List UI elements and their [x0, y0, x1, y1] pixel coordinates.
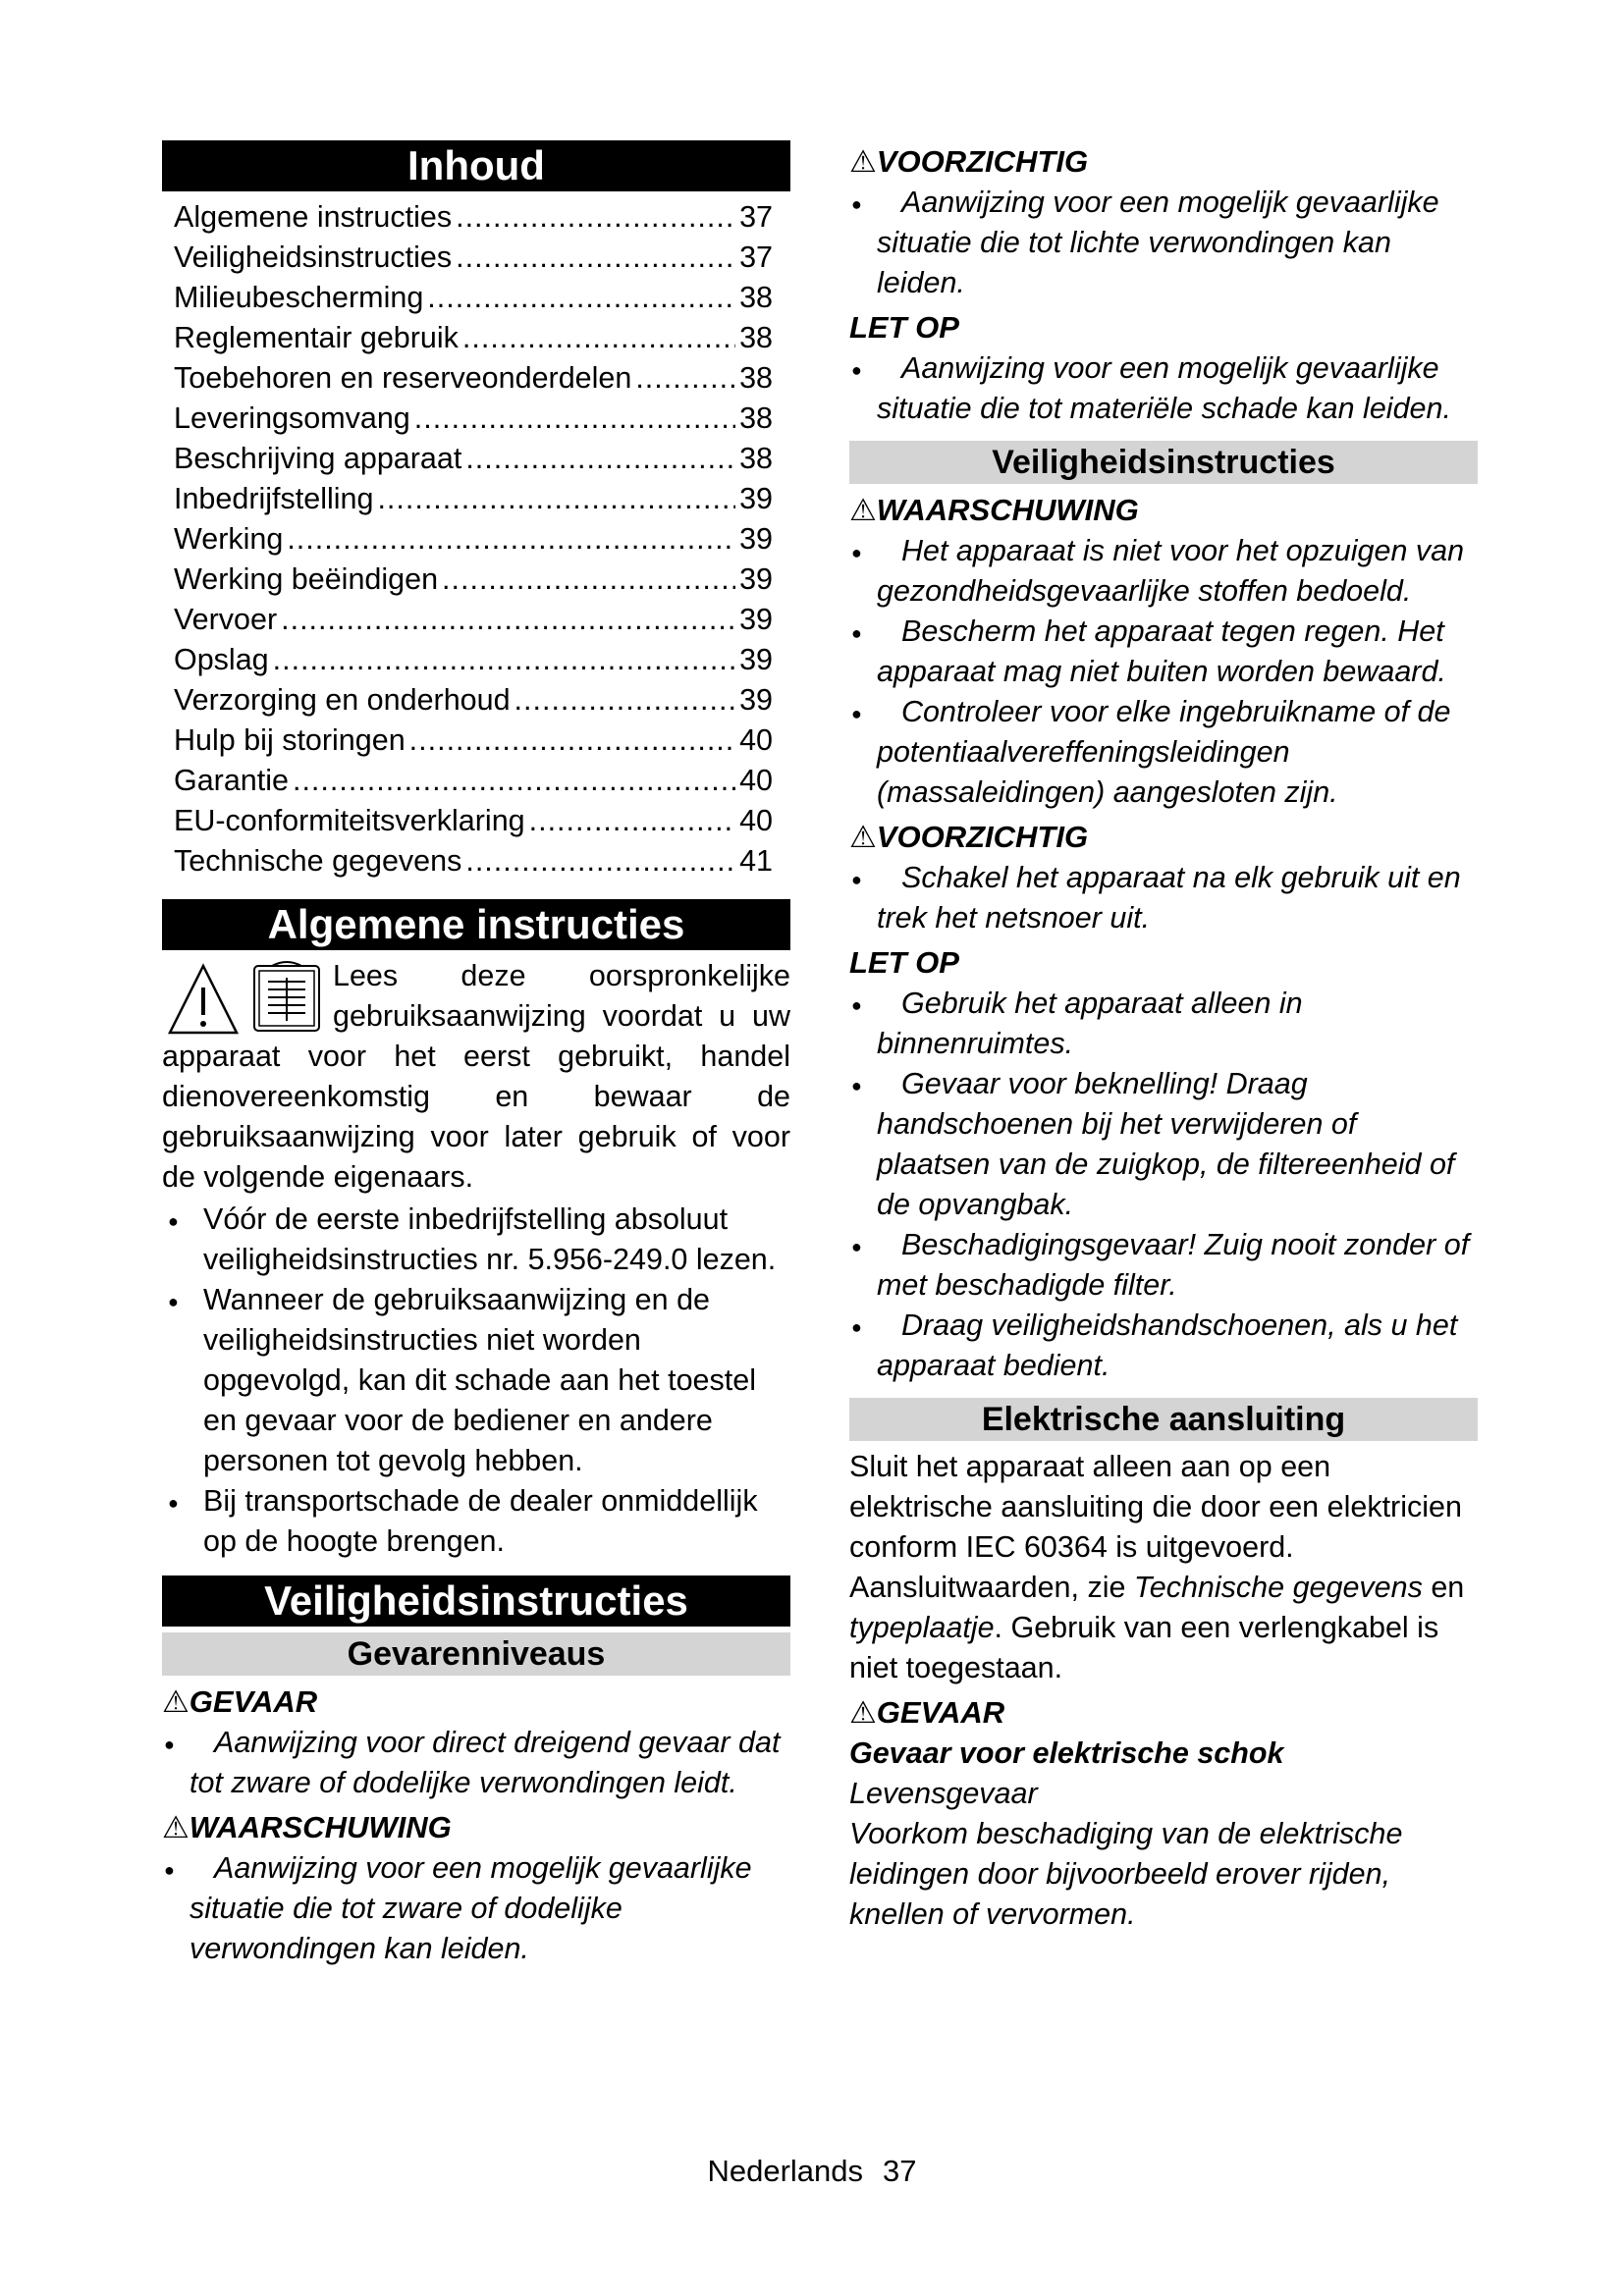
- toc-entry-dots: [514, 680, 736, 721]
- bullet-dot: ●: [851, 1317, 862, 1337]
- toc-entry-title: Verzorging en onderhoud: [174, 683, 511, 717]
- warning-sign-icon: ⚠: [849, 493, 877, 527]
- bullet-dot: ●: [851, 1076, 862, 1095]
- electrical-danger-text: Voorkom beschadiging van de elektrische leidingen door bijvoorbeeld erover rijden, knellen of vervormen.: [849, 1817, 1403, 1931]
- toc-entry-title: Garantie: [174, 764, 289, 797]
- page-number: 37: [883, 2154, 917, 2188]
- toc-entry-page: 40: [739, 804, 773, 837]
- toc-entry: [174, 278, 773, 318]
- electrical-heading: Elektrische aansluiting: [849, 1398, 1478, 1441]
- toc-entry-title: Werking: [174, 522, 284, 556]
- footer-language: Nederlands: [707, 2154, 864, 2188]
- toc-entry-page: 40: [739, 764, 773, 797]
- toc-entry-dots: [635, 358, 735, 399]
- toc-entry-dots: [456, 197, 735, 238]
- toc-entry-page: 38: [739, 321, 773, 354]
- electrical-text: [849, 1447, 1468, 1688]
- toc-entry: [174, 600, 773, 640]
- list-item: [849, 612, 1478, 692]
- bullet-dot: ●: [851, 543, 862, 562]
- warning-sign-icon: ⚠: [162, 1684, 189, 1719]
- toc-entry: [174, 560, 773, 600]
- signal-word: [849, 307, 1488, 348]
- signal-word: [849, 141, 1488, 183]
- toc-entry: [174, 519, 773, 560]
- electrical-text-italic1: Technische gegevens: [1133, 1571, 1423, 1604]
- signal-word-label: LET OP: [849, 310, 959, 345]
- list-item-text: Aanwijzing voor een mogelijk gevaarlijke situatie die tot zware of dodelijke verwondingen kan leiden.: [189, 1851, 752, 1965]
- left-column: [162, 140, 790, 1969]
- toc-entry-page: 39: [739, 562, 773, 596]
- manual-book-icon: [248, 956, 327, 1037]
- safety-heading: Veiligheidsinstructies: [162, 1575, 790, 1627]
- toc-entry: [174, 439, 773, 479]
- signal-word-label: VOORZICHTIG: [876, 820, 1089, 854]
- warning-sign-icon: ⚠: [849, 144, 877, 179]
- general-intro: [162, 956, 790, 1198]
- list-item-text: Aanwijzing voor een mogelijk gevaarlijke situatie die tot materiële schade kan leiden.: [877, 351, 1451, 425]
- list-item-text: Wanneer de gebruiksaanwijzing en de veiligheidsinstructies niet worden opgevolgd, kan dit schade aan het toestel en gevaar voor de bediener en andere personen tot gevolg hebben.: [203, 1283, 756, 1477]
- toc-entry-page: 39: [739, 482, 773, 515]
- toc-entry: [174, 721, 773, 761]
- toc-entry-dots: [442, 560, 735, 600]
- toc-entry-dots: [414, 399, 735, 439]
- toc-entry-title: Inbedrijfstelling: [174, 482, 374, 515]
- list-item: [849, 348, 1488, 429]
- toc-entry-dots: [456, 238, 735, 278]
- signal-word: [849, 942, 1488, 984]
- list-item: [849, 1225, 1478, 1306]
- signal-word: [162, 1682, 790, 1723]
- bullet-dot: ●: [164, 1860, 175, 1880]
- bullet-dot: ●: [851, 194, 862, 214]
- toc-heading: Inhoud: [162, 140, 790, 191]
- warning-sign-icon: ⚠: [162, 1810, 189, 1844]
- toc-entry-page: 38: [739, 361, 773, 395]
- bullet-dot: ●: [851, 623, 862, 643]
- toc-entry-page: 40: [739, 723, 773, 757]
- toc-entry: [174, 640, 773, 680]
- list-item: [849, 692, 1478, 813]
- toc-entry: [174, 197, 773, 238]
- table-of-contents: [174, 197, 773, 881]
- toc-entry: [174, 318, 773, 358]
- bullet-dot: ●: [851, 870, 862, 889]
- toc-entry-title: Technische gegevens: [174, 844, 462, 878]
- electrical-danger-title: Gevaar voor elektrische schok: [849, 1736, 1284, 1770]
- list-item: [162, 1723, 790, 1803]
- toc-entry-page: 38: [739, 401, 773, 435]
- toc-entry-page: 38: [739, 281, 773, 314]
- danger-levels-right: [849, 141, 1488, 429]
- toc-entry: [174, 761, 773, 801]
- safety-blocks: [849, 490, 1488, 1386]
- list-item-text: Het apparaat is niet voor het opzuigen van gezondheidsgevaarlijke stoffen bedoeld.: [877, 534, 1465, 608]
- list-item-text: Bij transportschade de dealer onmiddellijk op de hoogte brengen.: [203, 1484, 758, 1558]
- toc-entry-dots: [427, 278, 735, 318]
- right-column: [849, 137, 1488, 1935]
- toc-entry-dots: [465, 841, 735, 881]
- bullet-dot: ●: [164, 1735, 175, 1754]
- bullet-dot: ●: [168, 1292, 179, 1311]
- toc-entry: [174, 680, 773, 721]
- toc-entry-title: Toebehoren en reserveonderdelen: [174, 361, 632, 395]
- bullet-dot: ●: [851, 995, 862, 1015]
- list-item: [849, 1064, 1478, 1225]
- signal-word-label: WAARSCHUWING: [189, 1810, 452, 1844]
- signal-word-label: LET OP: [849, 945, 959, 980]
- signal-word-label: WAARSCHUWING: [876, 493, 1139, 527]
- list-item: [162, 1200, 790, 1280]
- list-item: [849, 858, 1478, 938]
- toc-entry: [174, 479, 773, 519]
- bullet-dot: ●: [851, 360, 862, 380]
- list-item: [849, 984, 1478, 1064]
- list-item-text: Draag veiligheidshandschoenen, als u het apparaat bedient.: [877, 1308, 1458, 1382]
- list-item-text: Vóór de eerste inbedrijfstelling absoluut veiligheidsinstructies nr. 5.956-249.0 lezen.: [203, 1202, 777, 1276]
- bullet-dot: ●: [168, 1211, 179, 1231]
- list-item-text: Aanwijzing voor direct dreigend gevaar dat tot zware of dodelijke verwondingen leidt.: [189, 1726, 781, 1799]
- list-item: [849, 183, 1488, 303]
- toc-entry-title: Beschrijving apparaat: [174, 442, 462, 475]
- list-item-text: Controleer voor elke ingebruikname of de potentiaalvereffeningsleidingen (massaleidingen) aangesloten zijn.: [877, 695, 1451, 809]
- toc-entry-title: Leveringsomvang: [174, 401, 410, 435]
- electrical-text-part2: en: [1422, 1571, 1465, 1604]
- list-item: [849, 531, 1478, 612]
- signal-word: [849, 817, 1488, 858]
- list-item-text: Bescherm het apparaat tegen regen. Het apparaat mag niet buiten worden bewaard.: [877, 614, 1446, 688]
- toc-entry-page: 39: [739, 683, 773, 717]
- toc-entry-dots: [529, 801, 735, 841]
- toc-entry-title: Opslag: [174, 643, 269, 676]
- toc-entry-dots: [465, 439, 735, 479]
- toc-entry-dots: [281, 600, 735, 640]
- signal-word: [849, 490, 1488, 531]
- toc-entry-title: Werking beëindigen: [174, 562, 439, 596]
- toc-entry-page: 38: [739, 442, 773, 475]
- levels-heading: Gevarenniveaus: [162, 1632, 790, 1676]
- toc-entry: [174, 801, 773, 841]
- toc-entry-page: 37: [739, 200, 773, 234]
- list-item: [162, 1848, 790, 1969]
- toc-entry-dots: [409, 721, 735, 761]
- toc-entry-dots: [377, 479, 735, 519]
- toc-entry-dots: [287, 519, 735, 560]
- bullet-dot: ●: [851, 704, 862, 723]
- list-item: [849, 1306, 1478, 1386]
- bullet-dot: ●: [168, 1493, 179, 1513]
- electrical-danger-label-text: GEVAAR: [876, 1695, 1005, 1730]
- list-item: [162, 1280, 790, 1481]
- danger-levels-left: [162, 1682, 790, 1969]
- toc-entry-page: 39: [739, 603, 773, 636]
- general-bullets: [162, 1200, 790, 1562]
- bullet-dot: ●: [851, 1237, 862, 1256]
- electrical-text-italic2: typeplaatje: [849, 1611, 995, 1644]
- signal-word-label: VOORZICHTIG: [876, 144, 1089, 179]
- signal-word: [162, 1807, 790, 1848]
- toc-entry-title: Hulp bij storingen: [174, 723, 406, 757]
- toc-entry-dots: [293, 761, 735, 801]
- toc-entry-page: 41: [739, 844, 773, 878]
- electrical-danger-label: [849, 1692, 1488, 1734]
- toc-entry: [174, 841, 773, 881]
- warning-sign-icon: ⚠: [849, 1695, 877, 1730]
- toc-entry-title: Reglementair gebruik: [174, 321, 459, 354]
- intro-icons: [162, 956, 329, 1037]
- intro-text: Lees deze oorspronkelijke gebruiksaanwijzing voordat u uw apparaat voor het eerst gebruikt, handel dienovereenkomstig en bewaar de gebruiksaanwijzing voor later gebruik of voor de volgende eigenaars.: [162, 959, 790, 1194]
- toc-entry-title: Milieubescherming: [174, 281, 424, 314]
- toc-entry: [174, 358, 773, 399]
- list-item-text: Gevaar voor beknelling! Draag handschoenen bij het verwijderen of plaatsen van de zuigkop, de filtereenheid of de opvangbak.: [877, 1067, 1455, 1221]
- warning-sign-icon: ⚠: [849, 820, 877, 854]
- toc-entry-page: 39: [739, 643, 773, 676]
- list-item: [162, 1481, 790, 1562]
- toc-entry-title: Vervoer: [174, 603, 278, 636]
- safety2-heading: Veiligheidsinstructies: [849, 441, 1478, 484]
- general-heading: Algemene instructies: [162, 899, 790, 950]
- list-item-text: Beschadigingsgevaar! Zuig nooit zonder of met beschadigde filter.: [877, 1228, 1470, 1302]
- list-item-text: Aanwijzing voor een mogelijk gevaarlijke situatie die tot lichte verwondingen kan leiden.: [877, 186, 1439, 299]
- toc-entry-title: EU-conformiteitsverklaring: [174, 804, 525, 837]
- toc-entry-dots: [462, 318, 735, 358]
- toc-entry: [174, 238, 773, 278]
- toc-entry-title: Algemene instructies: [174, 200, 453, 234]
- electrical-text-part1: Sluit het apparaat alleen aan op een elektrische aansluiting die door een elektricien conform IEC 60364 is uitgevoerd. Aansluitwaarden, zie: [849, 1450, 1462, 1604]
- signal-word-label: GEVAAR: [189, 1684, 318, 1719]
- list-item-text: Gebruik het apparaat alleen in binnenruimtes.: [877, 987, 1303, 1060]
- list-item-text: Schakel het apparaat na elk gebruik uit en trek het netsnoer uit.: [877, 861, 1461, 934]
- toc-entry-page: 37: [739, 240, 773, 274]
- toc-entry-title: Veiligheidsinstructies: [174, 240, 453, 274]
- electrical-danger-sub: Levensgevaar: [849, 1777, 1038, 1810]
- page-footer: [0, 2154, 1624, 2189]
- electrical-text-part3: . Gebruik van een verlengkabel is niet toegestaan.: [849, 1611, 1439, 1684]
- toc-entry-dots: [273, 640, 735, 680]
- toc-entry: [174, 399, 773, 439]
- toc-entry-page: 39: [739, 522, 773, 556]
